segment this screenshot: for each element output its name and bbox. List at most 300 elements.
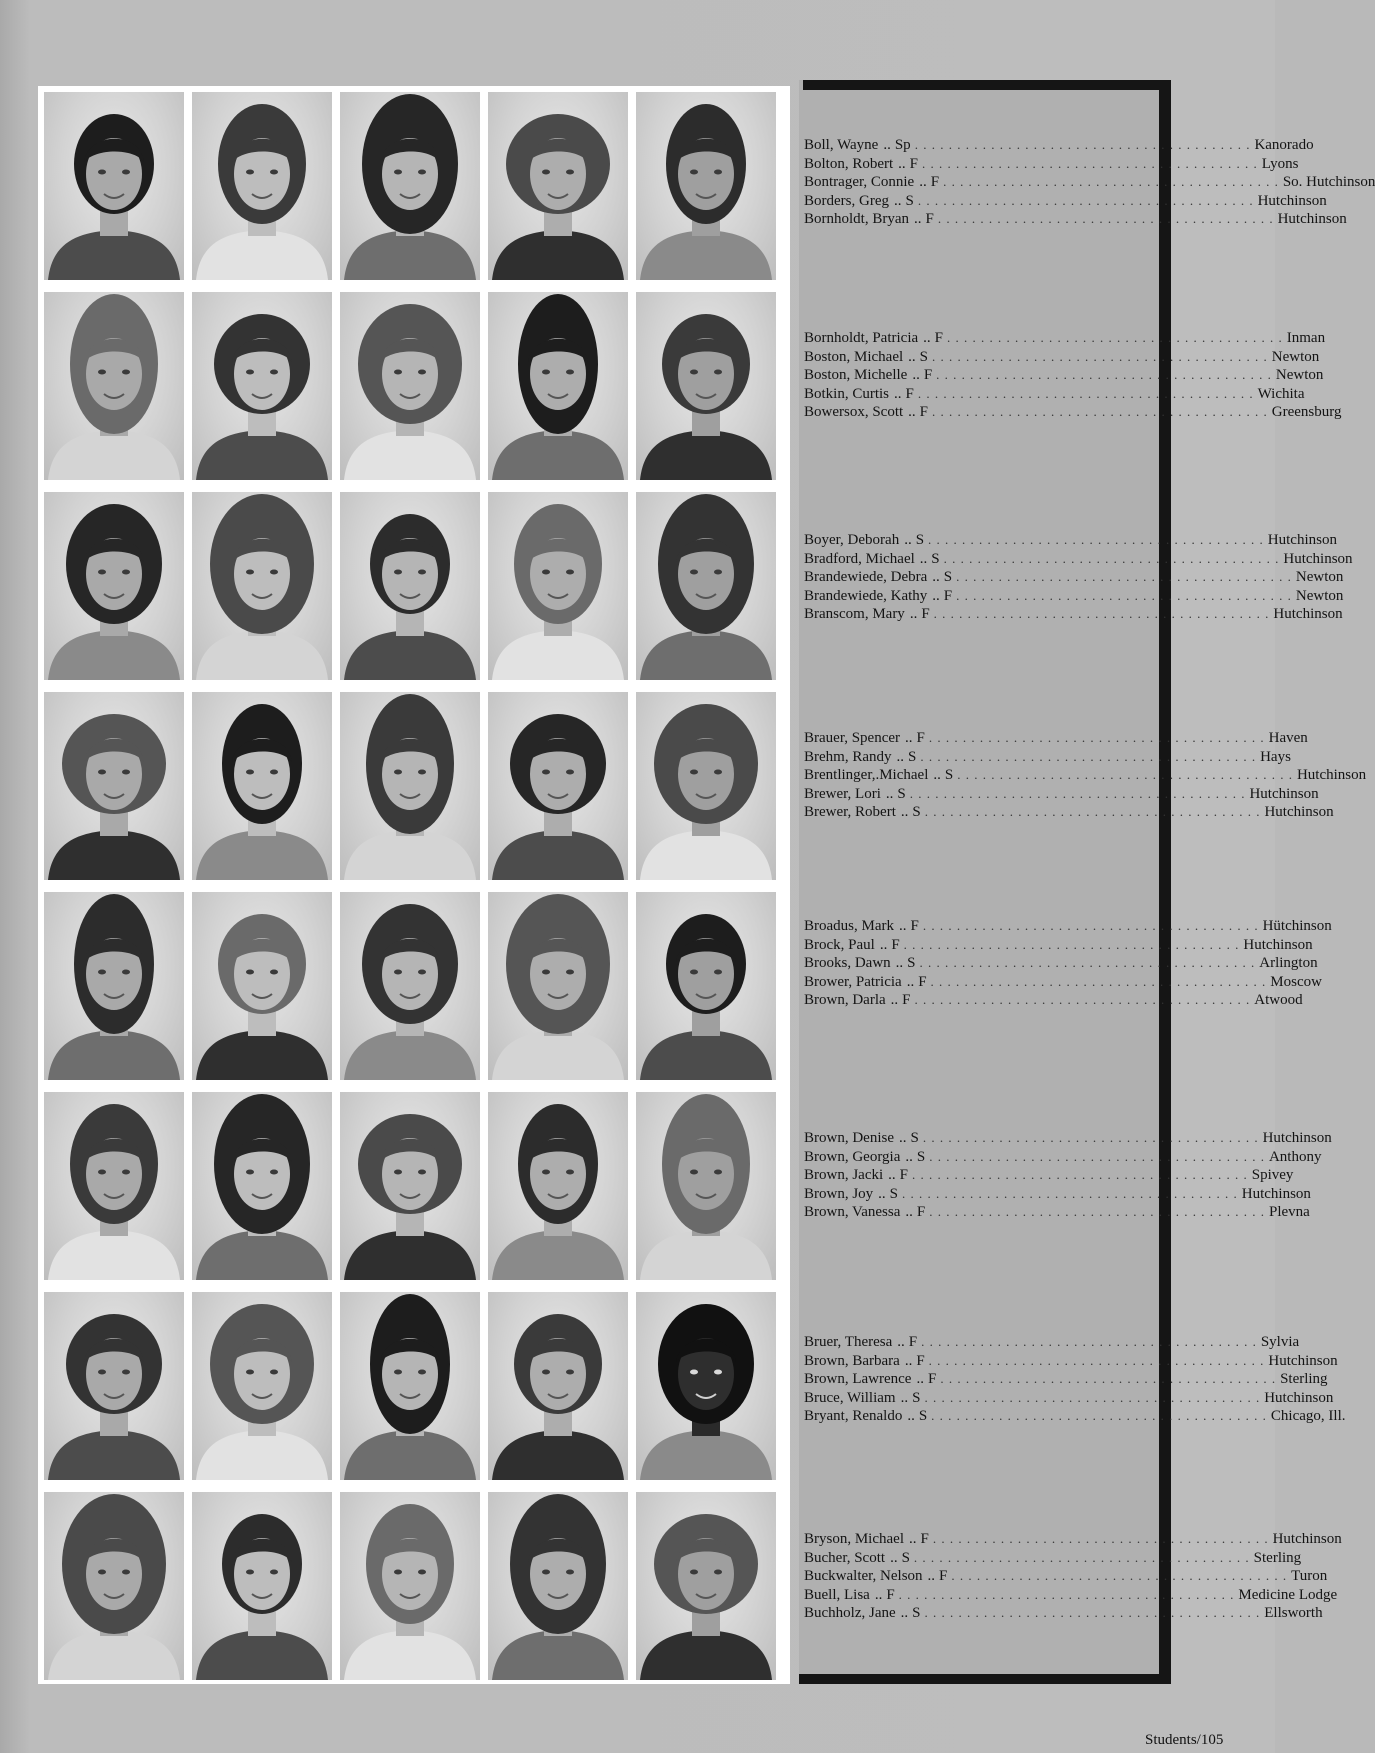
student-class: F xyxy=(920,1531,929,1547)
portrait-photo xyxy=(340,492,480,680)
name-group xyxy=(804,1129,1332,1222)
panel-rule-right xyxy=(1159,80,1171,1684)
student-class: S xyxy=(910,1130,919,1146)
class-separator: .. xyxy=(904,1352,913,1369)
portrait-photo xyxy=(488,1092,628,1280)
student-name: Buckwalter, Nelson xyxy=(804,1568,923,1585)
class-separator: .. xyxy=(912,367,920,384)
hometown: Newton xyxy=(1275,367,1324,384)
leader-dots: . . . . . . . . . . . . . . . . . . . . . . . . . . . . . . . . . . . . . . . . xyxy=(937,211,1274,227)
student-name: Brooks, Dawn xyxy=(804,955,891,972)
student-name: Buchholz, Jane xyxy=(804,1605,896,1622)
portrait-bontrager-connie xyxy=(340,92,480,280)
class-separator: .. xyxy=(885,785,894,802)
student-name: Bryson, Michael xyxy=(804,1531,904,1547)
name-entry xyxy=(804,385,1305,404)
leader-dots: . . . . . . . . . . . . . . . . . . . . . . . . . . . . . . . . . . . . . . . . xyxy=(940,1371,1277,1387)
class-separator: .. xyxy=(900,1605,909,1622)
portrait-brandewiede-kathy xyxy=(488,492,628,680)
portrait-brauer-spencer xyxy=(44,692,184,880)
leader-dots: . . . . . . . . . . . . . . . . . . . . . . . . . . . . . . . . . . . . . . . . xyxy=(921,1334,1257,1349)
student-class: F xyxy=(909,155,919,172)
student-name: Boyer, Deborah xyxy=(804,532,900,548)
leader-dots: . . . . . . . . . . . . . . . . . . . . . . . . . . . . . . . . . . . . . . . . xyxy=(922,1130,1259,1145)
student-class: F xyxy=(943,587,953,604)
name-entry xyxy=(804,1604,1323,1623)
leader-dots: . . . . . . . . . . . . . . . . . . . . . . . . . . . . . . . . . . . . . . . . xyxy=(932,348,1268,364)
student-class: Sp xyxy=(894,137,911,153)
name-entry xyxy=(804,1333,1300,1352)
portrait-photo xyxy=(636,892,776,1080)
photo-row xyxy=(38,486,790,686)
student-name: Brown, Jacki xyxy=(804,1167,884,1184)
student-class: S xyxy=(916,1148,926,1165)
student-name: Brock, Paul xyxy=(804,936,875,953)
portrait-brown-joy xyxy=(488,1092,628,1280)
portrait-borders-greg xyxy=(488,92,628,280)
hometown: Hutchinson xyxy=(1257,192,1327,209)
student-class: S xyxy=(931,550,940,567)
photo-row xyxy=(38,1086,790,1286)
hometown: So. Hutchinson xyxy=(1282,174,1375,191)
student-class: F xyxy=(891,936,900,953)
hometown: Hutchinson xyxy=(1241,1185,1311,1202)
portrait-boll-wayne xyxy=(44,92,184,280)
portrait-bornholdt-patricia xyxy=(44,292,184,480)
class-separator: .. xyxy=(907,1408,915,1425)
photo-row xyxy=(38,286,790,486)
hometown: Hutchinson xyxy=(1283,550,1353,567)
student-class: F xyxy=(910,918,919,934)
page-footer: Students/105 xyxy=(1145,1732,1224,1748)
student-class: F xyxy=(899,1167,908,1184)
class-separator: .. xyxy=(905,730,913,746)
name-entry xyxy=(804,729,1308,748)
student-class: F xyxy=(930,174,940,191)
class-separator: .. xyxy=(919,174,927,191)
name-entry xyxy=(804,587,1344,606)
leader-dots: . . . . . . . . . . . . . . . . . . . . . . . . . . . . . . . . . . . . . . . . xyxy=(928,1352,1265,1368)
class-separator: .. xyxy=(874,1586,883,1603)
name-entry xyxy=(804,136,1314,155)
portrait-photo xyxy=(340,1292,480,1480)
student-class: F xyxy=(916,730,925,746)
hometown: Greensburg xyxy=(1271,404,1342,421)
student-class: S xyxy=(918,1408,928,1425)
name-entry xyxy=(804,1407,1346,1426)
student-name: Brandewiede, Debra xyxy=(804,569,928,586)
leader-dots: . . . . . . . . . . . . . . . . . . . . . . . . . . . . . . . . . . . . . . . . xyxy=(951,1568,1288,1584)
portrait-photo xyxy=(636,292,776,480)
portrait-photo xyxy=(488,492,628,680)
leader-dots: . . . . . . . . . . . . . . . . . . . . . . . . . . . . . . . . . . . . . . . . xyxy=(931,1408,1267,1424)
portrait-photo xyxy=(44,292,184,480)
class-separator: .. xyxy=(908,1531,917,1547)
portrait-photo xyxy=(192,1492,332,1680)
class-separator: .. xyxy=(893,192,902,209)
student-name: Brown, Vanessa xyxy=(804,1204,901,1221)
hometown: Turon xyxy=(1291,1568,1328,1585)
hometown: Newton xyxy=(1295,587,1344,604)
name-group xyxy=(804,1333,1346,1426)
panel-rule-bottom xyxy=(799,1674,1171,1684)
portrait-photo xyxy=(192,1092,332,1280)
student-name: Broadus, Mark xyxy=(804,918,894,934)
student-name: Bruce, William xyxy=(804,1389,896,1406)
leader-dots: . . . . . . . . . . . . . . . . . . . . . . . . . . . . . . . . . . . . . . . . xyxy=(913,1549,1250,1565)
name-entry xyxy=(804,210,1347,229)
portrait-photo xyxy=(636,1292,776,1480)
hometown: Hutchinson xyxy=(1273,606,1343,623)
hometown: Hutchinson xyxy=(1264,804,1334,821)
portrait-brower-patricia xyxy=(488,892,628,1080)
portrait-photo xyxy=(488,92,628,280)
name-entry xyxy=(804,973,1322,992)
student-class: F xyxy=(923,367,933,384)
name-entry xyxy=(804,785,1319,804)
hometown: Medicine Lodge xyxy=(1238,1586,1338,1603)
portrait-bryson-michael xyxy=(44,1492,184,1680)
class-separator: .. xyxy=(898,155,906,172)
student-name: Brentlinger,.Michael xyxy=(804,767,929,784)
name-entry xyxy=(804,1370,1328,1389)
leader-dots: . . . . . . . . . . . . . . . . . . . . . . . . . . . . . . . . . . . . . . . . xyxy=(902,1185,1238,1201)
leader-dots: . . . . . . . . . . . . . . . . . . . . . . . . . . . . . . . . . . . . . . . . xyxy=(947,330,1283,345)
class-separator: .. xyxy=(878,1185,886,1202)
name-entry xyxy=(804,1567,1328,1586)
name-entry xyxy=(804,348,1320,367)
leader-dots: . . . . . . . . . . . . . . . . . . . . . . . . . . . . . . . . . . . . . . . . xyxy=(943,550,1280,566)
leader-dots: . . . . . . . . . . . . . . . . . . . . . . . . . . . . . . . . . . . . . . . . xyxy=(898,1586,1235,1602)
student-name: Brauer, Spencer xyxy=(804,730,901,746)
student-name: Botkin, Curtis xyxy=(804,385,890,402)
portrait-brewer-robert xyxy=(636,692,776,880)
photo-grid xyxy=(38,86,790,1684)
student-class: F xyxy=(902,992,911,1009)
leader-dots: . . . . . . . . . . . . . . . . . . . . . . . . . . . . . . . . . . . . . . . . xyxy=(929,1204,1265,1220)
class-separator: .. xyxy=(927,1568,936,1585)
hometown: Chicago, Ill. xyxy=(1270,1408,1346,1425)
class-separator: .. xyxy=(932,587,940,604)
leader-dots: . . . . . . . . . . . . . . . . . . . . . . . . . . . . . . . . . . . . . . . . xyxy=(912,1167,1248,1183)
portrait-photo xyxy=(44,1292,184,1480)
leader-dots: . . . . . . . . . . . . . . . . . . . . . . . . . . . . . . . . . . . . . . . . xyxy=(924,1389,1261,1405)
class-separator: .. xyxy=(890,1549,898,1566)
hometown: Hütchinson xyxy=(1262,918,1332,934)
student-name: Brown, Denise xyxy=(804,1130,894,1146)
hometown: Sterling xyxy=(1280,1371,1328,1388)
class-separator: .. xyxy=(894,385,902,402)
student-class: F xyxy=(927,1371,937,1388)
portrait-brown-lawrence xyxy=(340,1292,480,1480)
student-class: S xyxy=(905,192,914,209)
portrait-photo xyxy=(488,292,628,480)
student-class: S xyxy=(912,804,921,821)
class-separator: .. xyxy=(896,748,904,765)
hometown: Atwood xyxy=(1254,992,1303,1009)
name-group xyxy=(804,329,1342,422)
portrait-buchholz-jane xyxy=(636,1492,776,1680)
hometown: Anthony xyxy=(1268,1148,1322,1165)
portrait-photo xyxy=(340,692,480,880)
student-class: S xyxy=(901,1549,910,1566)
class-separator: .. xyxy=(923,330,931,346)
class-separator: .. xyxy=(900,804,909,821)
name-entry xyxy=(804,1389,1334,1408)
photo-row xyxy=(38,1286,790,1486)
student-name: Brown, Lawrence xyxy=(804,1371,912,1388)
portrait-bornholdt-bryan xyxy=(636,92,776,280)
portrait-photo xyxy=(488,1492,628,1680)
student-class: F xyxy=(939,1568,948,1585)
portrait-photo xyxy=(44,1092,184,1280)
portrait-photo xyxy=(192,292,332,480)
name-entry xyxy=(804,1129,1332,1148)
student-class: S xyxy=(919,348,928,365)
student-class: F xyxy=(925,211,934,228)
student-class: F xyxy=(916,1352,925,1369)
portrait-photo xyxy=(44,92,184,280)
class-separator: .. xyxy=(905,1148,913,1165)
portrait-photo xyxy=(340,1092,480,1280)
portrait-photo xyxy=(636,92,776,280)
photo-row xyxy=(38,86,790,286)
name-entry xyxy=(804,936,1313,955)
student-name: Bradford, Michael xyxy=(804,550,915,567)
portrait-photo xyxy=(636,1092,776,1280)
student-name: Brown, Georgia xyxy=(804,1148,901,1165)
name-entry xyxy=(804,329,1326,348)
name-entry xyxy=(804,403,1342,422)
portrait-photo xyxy=(340,892,480,1080)
class-separator: .. xyxy=(879,936,888,953)
student-name: Bruer, Theresa xyxy=(804,1334,893,1350)
leader-dots: . . . . . . . . . . . . . . . . . . . . . . . . . . . . . . . . . . . . . . . . xyxy=(917,385,1254,401)
portrait-photo xyxy=(192,692,332,880)
portrait-bruce-william xyxy=(488,1292,628,1480)
class-separator: .. xyxy=(919,550,928,567)
name-group xyxy=(804,917,1332,1010)
hometown: Hutchinson xyxy=(1249,785,1319,802)
portrait-brehm-randy xyxy=(192,692,332,880)
portrait-boston-michelle xyxy=(340,292,480,480)
name-group xyxy=(804,136,1375,229)
hometown: Hutchinson xyxy=(1296,767,1367,784)
photo-row xyxy=(38,686,790,886)
leader-dots: . . . . . . . . . . . . . . . . . . . . . . . . . . . . . . . . . . . . . . . . xyxy=(919,955,1256,971)
name-entry xyxy=(804,550,1353,569)
name-entry xyxy=(804,531,1337,550)
portrait-brock-paul xyxy=(192,892,332,1080)
student-name: Brown, Darla xyxy=(804,992,886,1009)
student-class: S xyxy=(943,569,953,586)
name-entry xyxy=(804,1166,1294,1185)
class-separator: .. xyxy=(904,532,912,548)
leader-dots: . . . . . . . . . . . . . . . . . . . . . . . . . . . . . . . . . . . . . . . . xyxy=(930,973,1267,989)
portrait-broadus-mark xyxy=(44,892,184,1080)
portrait-photo xyxy=(340,92,480,280)
class-separator: .. xyxy=(900,1389,909,1406)
student-class: F xyxy=(916,1204,926,1221)
hometown: Arlington xyxy=(1259,955,1318,972)
student-name: Brandewiede, Kathy xyxy=(804,587,928,604)
name-entry xyxy=(804,954,1318,973)
class-separator: .. xyxy=(905,1204,913,1221)
leader-dots: . . . . . . . . . . . . . . . . . . . . . . . . . . . . . . . . . . . . . . . . xyxy=(933,606,1270,622)
leader-dots: . . . . . . . . . . . . . . . . . . . . . . . . . . . . . . . . . . . . . . . . xyxy=(920,748,1257,764)
student-name: Bucher, Scott xyxy=(804,1549,886,1566)
leader-dots: . . . . . . . . . . . . . . . . . . . . . . . . . . . . . . . . . . . . . . . . xyxy=(922,155,1258,171)
portrait-photo xyxy=(488,692,628,880)
portrait-bolton-robert xyxy=(192,92,332,280)
student-name: Brewer, Robert xyxy=(804,804,896,821)
hometown: Hutchinson xyxy=(1267,532,1337,548)
portrait-bruer-theresa xyxy=(44,1292,184,1480)
hometown: Hutchinson xyxy=(1272,1531,1342,1547)
portrait-brown-darla xyxy=(636,892,776,1080)
hometown: Newton xyxy=(1295,569,1344,586)
leader-dots: . . . . . . . . . . . . . . . . . . . . . . . . . . . . . . . . . . . . . . . . xyxy=(914,992,1251,1008)
student-class: F xyxy=(934,330,943,346)
hometown: Hutchinson xyxy=(1268,1352,1338,1369)
class-separator: .. xyxy=(909,606,918,623)
student-class: S xyxy=(908,748,917,765)
student-class: F xyxy=(905,385,914,402)
hometown: Hutchinson xyxy=(1243,936,1313,953)
photo-row xyxy=(38,886,790,1086)
student-name: Bornholdt, Patricia xyxy=(804,330,919,346)
portrait-photo xyxy=(192,492,332,680)
leader-dots: . . . . . . . . . . . . . . . . . . . . . . . . . . . . . . . . . . . . . . . . xyxy=(924,804,1261,820)
portrait-photo xyxy=(488,892,628,1080)
student-class: S xyxy=(915,532,925,548)
class-separator: .. xyxy=(932,569,940,586)
portrait-photo xyxy=(636,692,776,880)
student-class: S xyxy=(912,1389,921,1406)
name-entry xyxy=(804,192,1327,211)
hometown: Hutchinson xyxy=(1262,1130,1332,1146)
leader-dots: . . . . . . . . . . . . . . . . . . . . . . . . . . . . . . . . . . . . . . . . xyxy=(914,137,1251,152)
portrait-bradford-michael xyxy=(192,492,332,680)
portrait-brown-georgia xyxy=(192,1092,332,1280)
leader-dots: . . . . . . . . . . . . . . . . . . . . . . . . . . . . . . . . . . . . . . . . xyxy=(922,918,1259,933)
portrait-photo xyxy=(192,92,332,280)
leader-dots: . . . . . . . . . . . . . . . . . . . . . . . . . . . . . . . . . . . . . . . . xyxy=(936,367,1272,383)
hometown: Moscow xyxy=(1270,973,1322,990)
name-group xyxy=(804,1530,1342,1623)
portrait-brown-barbara xyxy=(192,1292,332,1480)
portrait-brown-vanessa xyxy=(636,1092,776,1280)
class-separator: .. xyxy=(899,1130,907,1146)
class-separator: .. xyxy=(908,404,916,421)
name-entry xyxy=(804,1148,1322,1167)
portrait-bucher-scott xyxy=(192,1492,332,1680)
leader-dots: . . . . . . . . . . . . . . . . . . . . . . . . . . . . . . . . . . . . . . . . xyxy=(956,569,1292,585)
portrait-brooks-dawn xyxy=(340,892,480,1080)
name-entry xyxy=(804,605,1343,624)
class-separator: .. xyxy=(883,137,891,153)
portrait-buckwalter-nelson xyxy=(340,1492,480,1680)
hometown: Inman xyxy=(1286,330,1326,346)
class-separator: .. xyxy=(897,1334,905,1350)
hometown: Lyons xyxy=(1261,155,1299,172)
class-separator: .. xyxy=(916,1371,924,1388)
student-name: Boll, Wayne xyxy=(804,137,879,153)
student-name: Buell, Lisa xyxy=(804,1586,870,1603)
student-name: Bolton, Robert xyxy=(804,155,894,172)
portrait-photo xyxy=(192,892,332,1080)
leader-dots: . . . . . . . . . . . . . . . . . . . . . . . . . . . . . . . . . . . . . . . . xyxy=(956,587,1292,603)
student-class: S xyxy=(889,1185,899,1202)
name-entry xyxy=(804,366,1324,385)
portrait-photo xyxy=(44,492,184,680)
name-entry xyxy=(804,1203,1310,1222)
portrait-buell-lisa xyxy=(488,1492,628,1680)
student-name: Borders, Greg xyxy=(804,192,889,209)
student-class: F xyxy=(908,1334,918,1350)
leader-dots: . . . . . . . . . . . . . . . . . . . . . . . . . . . . . . . . . . . . . . . . xyxy=(932,1531,1269,1546)
hometown: Plevna xyxy=(1268,1204,1310,1221)
leader-dots: . . . . . . . . . . . . . . . . . . . . . . . . . . . . . . . . . . . . . . . . xyxy=(957,767,1293,783)
class-separator: .. xyxy=(908,348,916,365)
hometown: Haven xyxy=(1268,730,1308,746)
name-entry xyxy=(804,155,1299,174)
portrait-photo xyxy=(488,1292,628,1480)
portrait-brandewiede-debra xyxy=(340,492,480,680)
portrait-brewer-lori xyxy=(488,692,628,880)
name-entry xyxy=(804,803,1334,822)
name-entry xyxy=(804,173,1375,192)
name-group xyxy=(804,531,1353,624)
name-entry xyxy=(804,1586,1338,1605)
student-name: Bontrager, Connie xyxy=(804,174,915,191)
leader-dots: . . . . . . . . . . . . . . . . . . . . . . . . . . . . . . . . . . . . . . . . xyxy=(917,192,1254,208)
portrait-photo xyxy=(44,692,184,880)
portrait-photo xyxy=(192,1292,332,1480)
student-class: F xyxy=(919,404,929,421)
name-entry xyxy=(804,1549,1302,1568)
leader-dots: . . . . . . . . . . . . . . . . . . . . . . . . . . . . . . . . . . . . . . . . xyxy=(903,936,1240,952)
student-name: Brown, Barbara xyxy=(804,1352,900,1369)
student-class: S xyxy=(912,1605,921,1622)
portrait-boston-michael xyxy=(192,292,332,480)
student-class: S xyxy=(907,955,916,972)
hometown: Sylvia xyxy=(1260,1334,1300,1350)
class-separator: .. xyxy=(906,973,915,990)
portrait-bowersox-scott xyxy=(636,292,776,480)
portrait-photo xyxy=(44,1492,184,1680)
leader-dots: . . . . . . . . . . . . . . . . . . . . . . . . . . . . . . . . . . . . . . . . xyxy=(928,730,1265,745)
name-entry xyxy=(804,748,1291,767)
name-entry xyxy=(804,991,1303,1010)
photo-row xyxy=(38,1486,790,1686)
portrait-branscom-mary xyxy=(636,492,776,680)
student-name: Brewer, Lori xyxy=(804,785,881,802)
name-panel xyxy=(799,80,1171,1684)
hometown: Ellsworth xyxy=(1264,1605,1323,1622)
portrait-photo xyxy=(44,892,184,1080)
class-separator: .. xyxy=(899,918,907,934)
student-class: S xyxy=(944,767,954,784)
leader-dots: . . . . . . . . . . . . . . . . . . . . . . . . . . . . . . . . . . . . . . . . xyxy=(924,1605,1261,1621)
portrait-photo xyxy=(340,292,480,480)
portrait-photo xyxy=(636,492,776,680)
leader-dots: . . . . . . . . . . . . . . . . . . . . . . . . . . . . . . . . . . . . . . . . xyxy=(932,404,1268,420)
portrait-bryant-renaldo xyxy=(636,1292,776,1480)
name-entry xyxy=(804,917,1332,936)
student-name: Brower, Patricia xyxy=(804,973,902,990)
name-entry xyxy=(804,766,1367,785)
